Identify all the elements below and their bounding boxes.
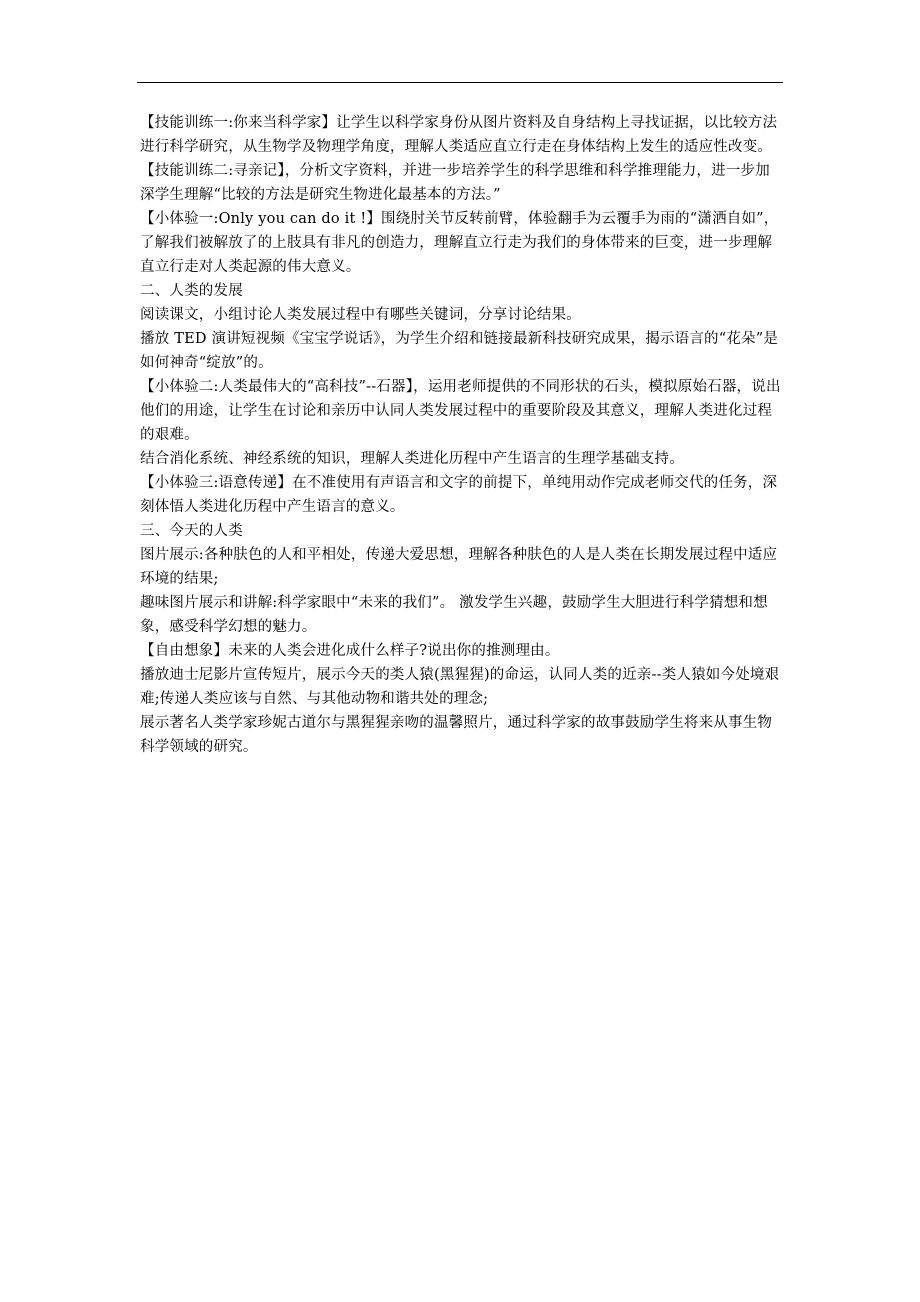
paragraph-ted-video: 播放 TED 演讲短视频《宝宝学说话》，为学生介绍和链接最新科技研究成果，揭示语言的“花朵”是如何神奇“绽放”的。 [140,331,779,371]
paragraph-mini-experience-3: 【小体验三:语意传递】在不准使用有声语言和文字的前提下，单纯用动作完成老师交代的任务，深刻体悟人类进化历程中产生语言的意义。 [140,475,778,515]
header-rule [137,82,783,83]
paragraph-mini-experience-1: 【小体验一:Only you can do it !】围绕肘关节反转前臂，体验翻手为云覆手为雨的“潇洒自如”，了解我们被解放了的上肢具有非凡的创造力，理解直立行走为我们的身体带来的巨变，进一步理解直立行走对人类起源的伟大意义。 [140,211,779,275]
paragraph-skill-training-2: 【技能训练二:寻亲记】，分析文字资料，并进一步培养学生的科学思维和科学推理能力，进一步加深学生理解“比较的方法是研究生物进化最基本的方法。” [140,163,770,203]
paragraph-picture-display: 图片展示:各种肤色的人和平相处，传递大爱思想，理解各种肤色的人是人类在长期发展过程中适应环境的结果; [140,547,778,587]
paragraph-fun-pictures: 趣味图片展示和讲解:科学家眼中“未来的我们”。 激发学生兴趣，鼓励学生大胆进行科学猜想和想象，感受科学幻想的魅力。 [140,595,768,635]
paragraph-read-text: 阅读课文，小组讨论人类发展过程中有哪些关键词，分享讨论结果。 [140,307,581,323]
section-heading-humans-today: 三、今天的人类 [140,523,243,539]
paragraph-skill-training-1: 【技能训练一:你来当科学家】让学生以科学家身份从图片资料及自身结构上寻找证据，以比较方法进行科学研究，从生物学及物理学角度，理解人类适应直立行走在身体结构上发生的适应性改变。 [140,115,778,155]
paragraph-goodall-photo: 展示著名人类学家珍妮古道尔与黑猩猩亲吻的温馨照片，通过科学家的故事鼓励学生将来从事生物科学领域的研究。 [140,715,773,755]
section-heading-human-development: 二、人类的发展 [140,283,243,299]
paragraph-mini-experience-2: 【小体验二:人类最伟大的“高科技”--石器】，运用老师提供的不同形状的石头，模拟原始石器，说出他们的用途，让学生在讨论和亲历中认同人类发展过程中的重要阶段及其意义，理解人类进化过程的艰难。 [140,379,781,443]
paragraph-free-imagination: 【自由想象】未来的人类会进化成什么样子?说出你的推测理由。 [140,643,560,659]
document-body [140,111,783,759]
paragraph-digestive-nervous: 结合消化系统、神经系统的知识，理解人类进化历程中产生语言的生理学基础支持。 [140,451,684,467]
paragraph-disney-video: 播放迪士尼影片宣传短片，展示今天的类人猿(黑猩猩)的命运，认同人类的近亲--类人猿如今处境艰难;传递人类应该与自然、与其他动物和谐共处的理念; [140,667,780,707]
